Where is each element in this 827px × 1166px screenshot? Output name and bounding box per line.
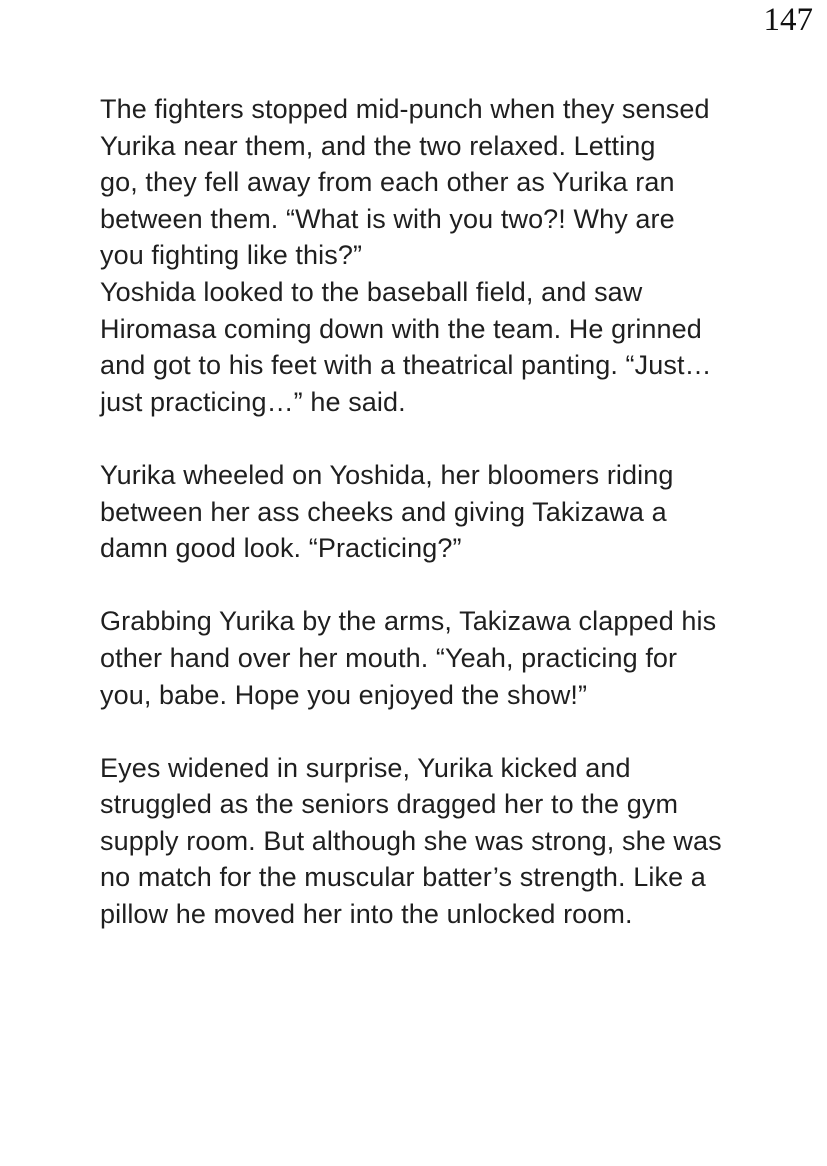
paragraph <box>100 274 760 420</box>
text-line: Yurika wheeled on Yoshida, her bloomers riding <box>100 459 674 490</box>
text-line: Yurika near them, and the two relaxed. Letting <box>100 130 656 161</box>
text-line: just practicing…” he said. <box>100 386 406 417</box>
text-line: between them. “What is with you two?! Why are <box>100 203 675 234</box>
page-text <box>100 91 760 933</box>
text-line: Yoshida looked to the baseball field, and saw <box>100 276 643 307</box>
paragraph <box>100 457 760 567</box>
text-line: supply room. But although she was strong, she was <box>100 825 722 856</box>
text-line: Grabbing Yurika by the arms, Takizawa clapped his <box>100 606 717 637</box>
text-line: damn good look. “Practicing?” <box>100 533 462 564</box>
paragraph <box>100 603 760 713</box>
page-number: 147 <box>763 2 813 38</box>
text-line: pillow he moved her into the unlocked room. <box>100 899 633 930</box>
text-line: Eyes widened in surprise, Yurika kicked and <box>100 752 631 783</box>
paragraph <box>100 91 760 274</box>
text-line: between her ass cheeks and giving Takizawa a <box>100 496 667 527</box>
text-line: no match for the muscular batter’s strength. Like a <box>100 862 706 893</box>
text-line: go, they fell away from each other as Yurika ran <box>100 167 675 198</box>
text-line: you fighting like this?” <box>100 240 363 271</box>
text-line: you, babe. Hope you enjoyed the show!” <box>100 679 588 710</box>
text-line: The fighters stopped mid-punch when they sensed <box>100 94 710 124</box>
text-line: and got to his feet with a theatrical panting. “Just… <box>100 350 712 381</box>
text-line: struggled as the seniors dragged her to the gym <box>100 789 679 820</box>
text-line: other hand over her mouth. “Yeah, practicing for <box>100 642 678 673</box>
text-line: Hiromasa coming down with the team. He grinned <box>100 313 702 344</box>
paragraph <box>100 750 760 933</box>
